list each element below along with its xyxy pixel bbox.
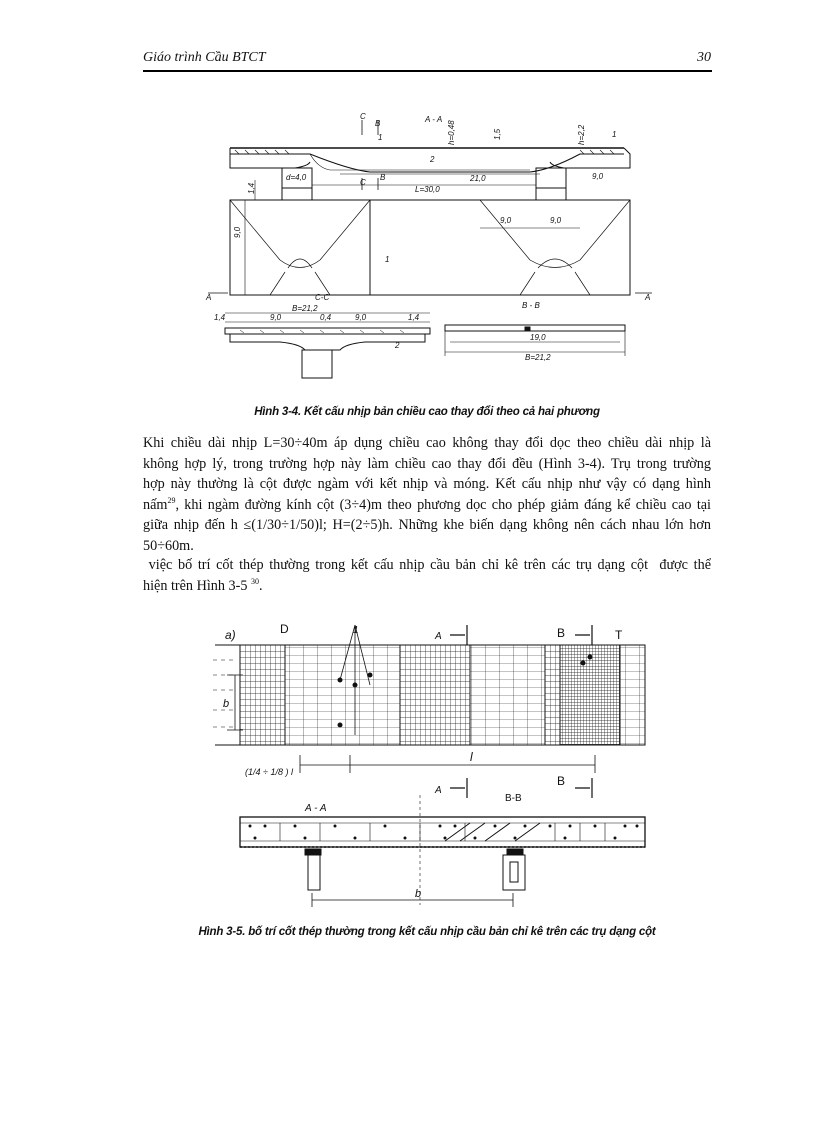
figure-3-5 [205,615,665,910]
fig2-d: D [280,622,289,636]
paragraph-2 [143,555,711,596]
page-number: 30 [697,50,711,65]
fig1-section-aa: A - A [425,115,443,124]
fig1-bb-19: 19,0 [530,333,546,342]
figure-3-4-drawing [200,110,660,385]
fig1-b-top: B [375,119,381,128]
para1-line-5: giữa nhịp đến h ≤(1/30÷1/50)l; H=(2÷5)h. Những khe biến dạng không nên cách nhau lớn hơn [143,517,711,533]
paragraph-1 [143,433,711,556]
fig2-b-bot: B [557,774,566,788]
fig2-one: 1 [353,625,359,636]
figure-3-4 [200,110,660,385]
para1-line-2: không hợp lý, trong trường hợp này làm chiều cao thay đổi đều (Hình 3-4). Trụ trong trường [143,455,711,472]
fig1-b-bottom: B [380,173,386,182]
para1-line-6: 50÷60m. [143,537,194,554]
fig2-sec-bb: B-B [505,793,522,804]
fig2-l: l [470,750,473,764]
fig1-c-bottom: C [360,178,366,187]
fig1-span-l: L=30,0 [415,185,440,194]
fig1-h-top: h=0,48 [447,120,456,145]
fig1-section-bb: B - B [522,301,540,310]
fig2-b-side: b [223,698,230,710]
para2-line-2-end: . [258,577,263,594]
fig1-dim-90-m2: 9,0 [550,216,562,225]
para1-line-4-start: nấm [143,496,168,513]
fig1-bb-width: B=21,2 [525,353,551,362]
para2-line-2 [143,576,711,597]
fig1-mark-1a: 1 [378,133,383,142]
fig1-cc-14l: 1,4 [214,313,226,322]
fig1-dim-21: 21,0 [470,174,486,183]
fig2-t: T [615,628,623,642]
footnote-29: 29 [167,495,176,505]
fig1-mark-1b: 1 [612,130,617,139]
fig1-cc-04: 0,4 [320,313,332,322]
fig1-mark-2: 2 [430,155,435,164]
para1-line-3: hợp này thường là cột được ngàm với kết nhịp và móng. Kết cấu nhịp như vậy có dạng hình [143,476,711,492]
fig1-dim-9-right: 9,0 [592,172,604,181]
header-title: Giáo trình Cầu BTCT [143,50,266,65]
page-header [143,50,711,70]
fig1-h2: h=2,2 [577,124,586,145]
fig1-dim-90-m1: 9,0 [500,216,512,225]
fig1-a-left: A [206,293,212,302]
para2-line-1: việc bố trí cốt thép thường trong kết cấu nhịp cầu bản chỉ kê trên các trụ dạng cột được thể [143,557,711,573]
para2-line-2-text: hiện trên Hình 3-5 [143,577,248,594]
fig1-cc-mark2: 2 [395,341,400,350]
figure-3-4-caption: Hình 3-4. Kết cấu nhịp bản chiều cao thay đổi theo cả hai phương [254,406,600,418]
fig1-cc-14r: 1,4 [408,313,420,322]
fig2-b-dim: b [415,888,422,900]
fig1-a-right: A [645,293,651,302]
fig1-c-top: C [360,112,366,121]
figure-3-5-caption: Hình 3-5. bố trí cốt thép thường trong kết cấu nhịp cầu bản chỉ kê trên các trụ dạng cột [198,926,656,938]
fig1-dim-90-left: 9,0 [233,226,242,238]
figure-3-5-drawing [205,615,665,910]
fig1-section-cc: C-C [315,293,330,302]
fig2-b-top: B [557,626,566,640]
fig2-frac: (1/4 ÷ 1/8 ) l [245,767,293,777]
para1-line-1: Khi chiều dài nhịp L=30÷40m áp dụng chiều cao không thay đổi dọc theo chiều dài nhịp là [143,435,711,451]
footnote-30: 30 [250,576,259,586]
fig1-cc-width: B=21,2 [292,304,318,313]
fig2-panel: a) [225,628,236,642]
para1-line-4 [143,495,711,516]
fig1-cc-90r: 9,0 [355,313,367,322]
fig1-dim-14: 1,4 [247,182,256,194]
fig1-d-col: d=4,0 [286,173,307,182]
fig1-mark-1c: 1 [385,255,390,264]
fig2-a-bot: A [435,785,442,796]
header-rule [143,70,712,72]
fig2-sec-aa: A - A [305,803,327,814]
fig2-a-top: A [435,631,442,642]
fig1-cc-90l: 9,0 [270,313,282,322]
para1-line-4-rest: , khi ngàm đường kính cột (3÷4)m theo phương dọc cho phép giảm đáng kể chiều cao tại [175,496,711,513]
fig1-dim-15: 1,5 [493,128,502,140]
